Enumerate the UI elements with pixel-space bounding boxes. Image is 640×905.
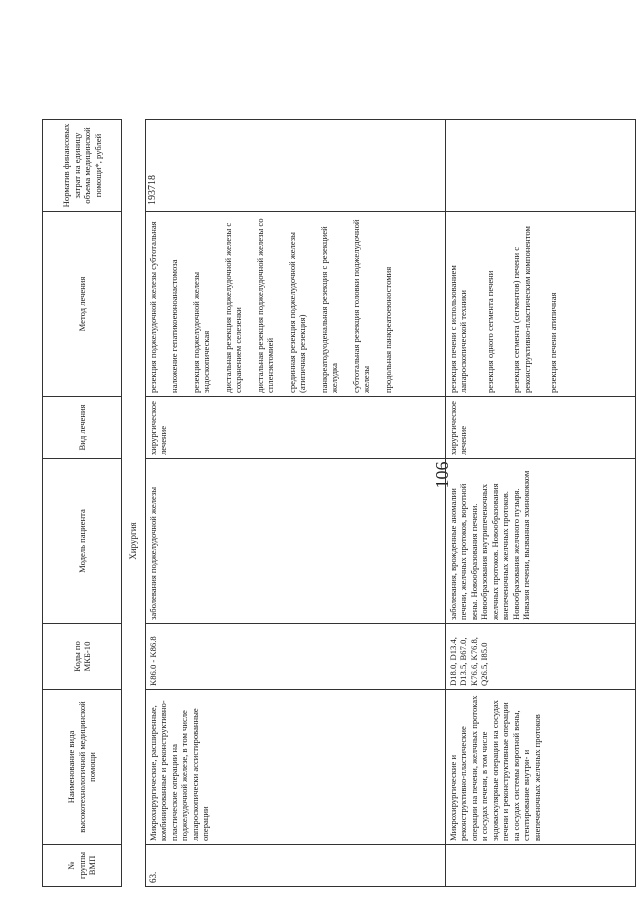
method-item: резекция сегмента (сегментов) печени с реконструктивно-пластическим компонентом [511,226,532,393]
method-item: резекция печени атипичная [548,292,558,393]
method-item: резекция печени с использованием лапароскопической техники [447,265,468,393]
header-model: Модель пациента [43,459,122,624]
row-methods [145,212,445,397]
row-type: хирургическое лечение [145,397,445,459]
page-number: 106 [432,461,452,489]
header-num: № группы ВМП [43,845,122,887]
method-item: дистальная резекция поджелудочной железы со спленэктомией [254,218,275,393]
header-name: Наименование вида высокотехнологичной медицинской помощи [43,690,122,845]
method-item: панкреатодуоденальная резекция с резекцией желудка [318,226,339,393]
method-item: наложение гепатикоеюноанастомоза [169,259,179,393]
row-num: 63. [145,845,445,887]
method-item: субтотальная резекция головки поджелудочной железы [350,219,371,393]
table-row [145,120,445,887]
header-method: Метод лечения [43,212,122,397]
method-item: резекция поджелудочной железы субтотальная [147,221,158,393]
row-model: заболевания, врожденные аномалии печени, желчных протоков, воротной вены. Новообразования печени. Новообразования внутрипеченочных желчных протоков. Новообразования внепеченочных желчных протоков. Новообразования желчного пузыря. Инвазия печени, вызванная эхинококком [445,459,635,624]
method-item: срединная резекция поджелудочной железы (атипичная резекция) [286,232,307,393]
row-methods [445,212,635,397]
header-row [43,120,122,887]
row-name: Микрохирургические и реконструктивно-пластические операции на печени, желчных протоках и сосудах печени, в том числе эндоваскулярные операции на сосудах печени и реконструктивные операции на сосудах системы воротной вены, стентирование внутри- и внепеченочных желчных протоков [445,690,635,845]
section-row [122,120,146,887]
header-norm: Норматив финансовых затрат на единицу объема медицинской помощи*, рублей [43,120,122,212]
header-type: Вид лечения [43,397,122,459]
row-norm [445,120,635,212]
table-row [445,120,635,887]
method-item: продольная панкреатоеюностомия [382,266,393,393]
row-norm: 193718 [145,120,445,212]
row-codes: K86.0 - K86.8 [145,624,445,690]
row-type: хирургическое лечение [445,397,635,459]
section-title: Хирургия [122,459,146,624]
row-codes: D18.0, D13.4, D13.5, B67.0, K76.6, K76.8, Q26.5, I85.0 [445,624,635,690]
row-model: заболевания поджелудочной железы [145,459,445,624]
row-num [445,845,635,887]
method-item: резекция поджелудочной железы эндоскопическая [190,271,211,393]
method-item: резекция одного сегмента печени [484,270,495,393]
vmp-table [42,119,636,887]
method-item: дистальная резекция поджелудочной железы с сохранением селезенки [222,222,243,393]
row-name: Микрохирургические, расширенные, комбинированные и реконструктивно-пластические операции на поджелудочной железе, в том числе лапароскопически ассистированные операции [145,690,445,845]
header-codes: Коды по МКБ-10 [43,624,122,690]
